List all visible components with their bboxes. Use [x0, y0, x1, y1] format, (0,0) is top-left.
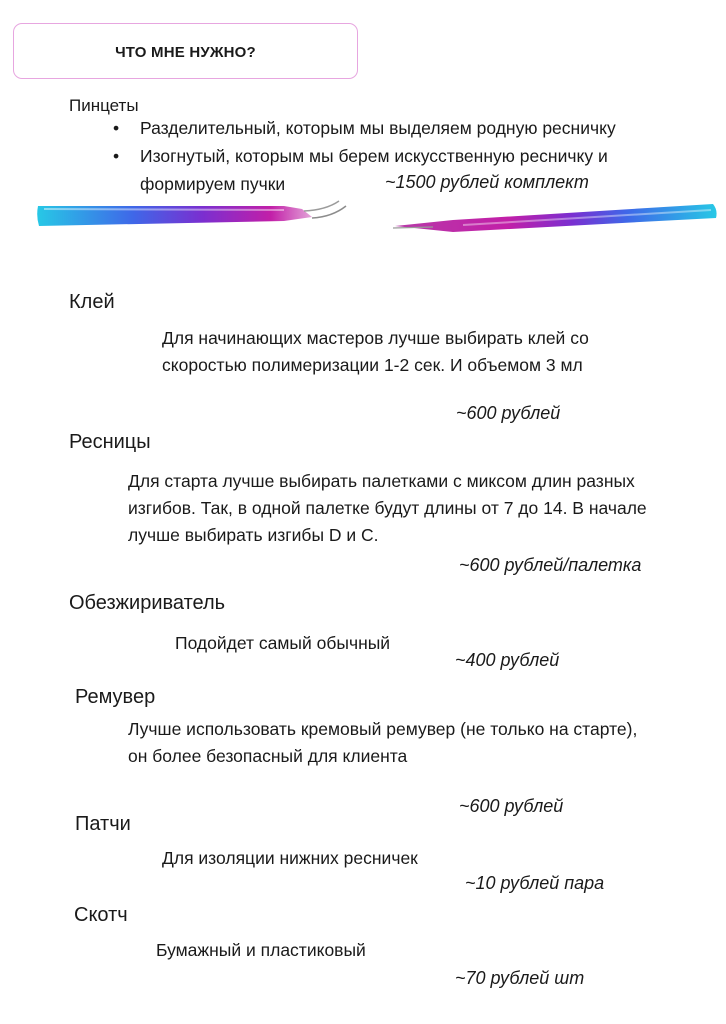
section-title-tweezers: Пинцеты	[69, 96, 139, 115]
price-tape: ~70 рублей шт	[455, 968, 585, 988]
bullet-icon: •	[113, 118, 120, 138]
section-title-remover: Ремувер	[75, 686, 156, 708]
section-title-tape: Скотч	[74, 904, 128, 926]
price-remover: ~600 рублей	[459, 796, 564, 816]
description-remover: Лучше использовать кремовый ремувер (не только на старте), он более безопасный для клиента	[128, 719, 638, 766]
header-box	[13, 23, 358, 79]
straight-tweezers-image	[393, 200, 719, 236]
price-patches: ~10 рублей пара	[465, 873, 605, 893]
description-tape: Бумажный и пластиковый	[156, 940, 366, 960]
page-title: ЧТО МНЕ НУЖНО?	[115, 44, 256, 61]
section-title-lashes: Ресницы	[69, 431, 151, 453]
price-tweezers: ~1500 рублей комплект	[385, 172, 589, 192]
section-title-degreaser: Обезжириватель	[69, 592, 226, 614]
list-item: • Разделительный, которым мы выделяем родную ресничку	[140, 114, 700, 142]
price-degreaser: ~400 рублей	[455, 650, 560, 670]
list-item: • Изогнутый, которым мы берем искусственную ресничку и формируем пучки	[140, 142, 700, 198]
price-glue: ~600 рублей	[456, 403, 561, 423]
section-title-patches: Патчи	[75, 813, 131, 835]
description-degreaser: Подойдет самый обычный	[175, 633, 391, 653]
description-glue: Для начинающих мастеров лучше выбирать клей со скоростью полимеризации 1-2 сек. И объемом 3 мл	[162, 328, 589, 375]
section-title-glue: Клей	[69, 291, 115, 313]
bullet-icon: •	[113, 146, 120, 166]
price-lashes: ~600 рублей/палетка	[459, 555, 642, 575]
description-patches: Для изоляции нижних ресничек	[162, 848, 418, 868]
description-lashes: Для старта лучше выбирать палетками с миксом длин разных изгибов. Так, в одной палетке будут длины от 7 до 14. В начале лучше выбирать изгибы D и C.	[128, 471, 647, 545]
curved-tweezers-image	[34, 196, 354, 238]
